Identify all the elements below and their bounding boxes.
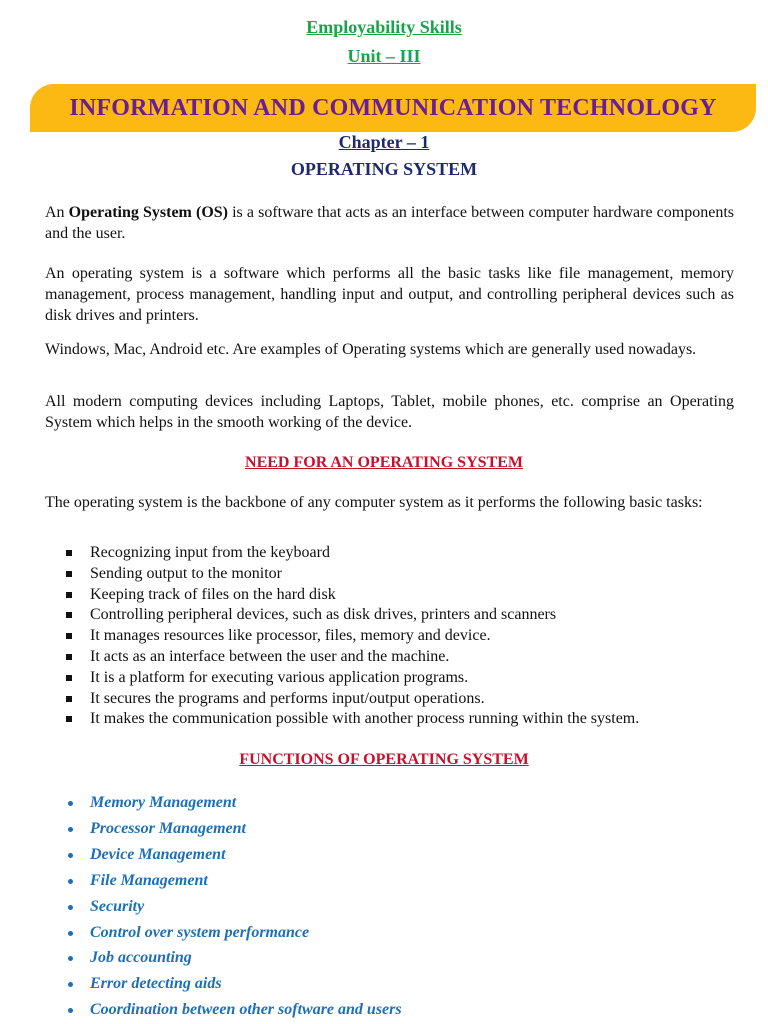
list-item [66, 842, 402, 868]
list-item [66, 894, 402, 920]
bullet-dot-icon [68, 827, 73, 832]
list-item-text: It secures the programs and performs input/output operations. [90, 689, 485, 707]
square-bullet-icon [66, 571, 72, 577]
intro-paragraph-4: All modern computing devices including Laptops, Tablet, mobile phones, etc. comprise an Operating System which helps in the smooth working of the device. [45, 393, 734, 431]
list-item-text: It acts as an interface between the user and the machine. [90, 647, 450, 665]
functions-heading: FUNCTIONS OF OPERATING SYSTEM [239, 751, 529, 768]
list-item [66, 868, 402, 894]
list-item-text: Keeping track of files on the hard disk [90, 585, 336, 603]
os-term: Operating System (OS) [68, 204, 228, 221]
function-item-text: Device Management [90, 845, 226, 863]
square-bullet-icon [66, 592, 72, 598]
function-item-text: Coordination between other software and users [90, 1001, 402, 1019]
topic-banner [30, 84, 756, 132]
bullet-dot-icon [68, 853, 73, 858]
function-item-text: Error detecting aids [90, 975, 222, 993]
list-item [66, 605, 639, 626]
bullet-dot-icon [68, 801, 73, 806]
list-item [66, 689, 639, 710]
need-heading: NEED FOR AN OPERATING SYSTEM [245, 454, 523, 471]
subject-title: Employability Skills [306, 17, 462, 37]
square-bullet-icon [66, 696, 72, 702]
list-item [66, 920, 402, 946]
intro-paragraph-3: Windows, Mac, Android etc. Are examples of Operating systems which are generally used nowadays. [45, 341, 697, 358]
square-bullet-icon [66, 612, 72, 618]
need-intro: The operating system is the backbone of any computer system as it performs the following basic tasks: [45, 494, 703, 511]
list-item-text: It manages resources like processor, files, memory and device. [90, 627, 491, 645]
tasks-list [66, 543, 639, 730]
list-item-text: It is a platform for executing various application programs. [90, 668, 469, 686]
unit-title: Unit – III [347, 46, 421, 66]
square-bullet-icon [66, 633, 72, 639]
list-item [66, 668, 639, 689]
bullet-dot-icon [68, 982, 73, 987]
square-bullet-icon [66, 654, 72, 660]
list-item-text: Controlling peripheral devices, such as disk drives, printers and scanners [90, 606, 557, 624]
function-item-text: Processor Management [90, 819, 246, 837]
intro-definition: is a software that acts as an interface between computer hardware components and the user. [45, 204, 734, 242]
list-item [66, 971, 402, 997]
list-item [66, 585, 639, 606]
list-item [66, 709, 639, 730]
intro-prefix: An [45, 204, 69, 221]
intro-paragraph-2: An operating system is a software which performs all the basic tasks like file management, memory management, process management, handling input and output, and controlling peripheral devices such as disk drives and printers. [45, 265, 734, 324]
square-bullet-icon [66, 550, 72, 556]
intro-paragraph-1 [45, 202, 734, 244]
list-item [66, 564, 639, 585]
function-item-text: Security [90, 897, 145, 915]
function-item-text: File Management [90, 871, 208, 889]
bullet-dot-icon [68, 1008, 73, 1013]
list-item [66, 543, 639, 564]
list-item [66, 790, 402, 816]
bullet-dot-icon [68, 879, 73, 884]
list-item [66, 945, 402, 971]
banner-text: INFORMATION AND COMMUNICATION TECHNOLOGY [69, 94, 717, 121]
list-item [66, 647, 639, 668]
function-item-text: Job accounting [90, 949, 192, 967]
square-bullet-icon [66, 675, 72, 681]
bullet-dot-icon [68, 956, 73, 961]
bullet-dot-icon [68, 931, 73, 936]
list-item-text: It makes the communication possible with another process running within the system. [90, 710, 640, 728]
functions-list [66, 790, 402, 1023]
function-item-text: Memory Management [90, 794, 237, 811]
chapter-label: Chapter – 1 [338, 132, 430, 152]
list-item [66, 626, 639, 647]
bullet-dot-icon [68, 905, 73, 910]
function-item-text: Control over system performance [90, 923, 310, 941]
square-bullet-icon [66, 716, 72, 722]
list-item [66, 997, 402, 1023]
chapter-title: OPERATING SYSTEM [290, 159, 478, 179]
list-item [66, 816, 402, 842]
list-item-text: Sending output to the monitor [90, 564, 282, 582]
list-item-text: Recognizing input from the keyboard [90, 544, 330, 561]
